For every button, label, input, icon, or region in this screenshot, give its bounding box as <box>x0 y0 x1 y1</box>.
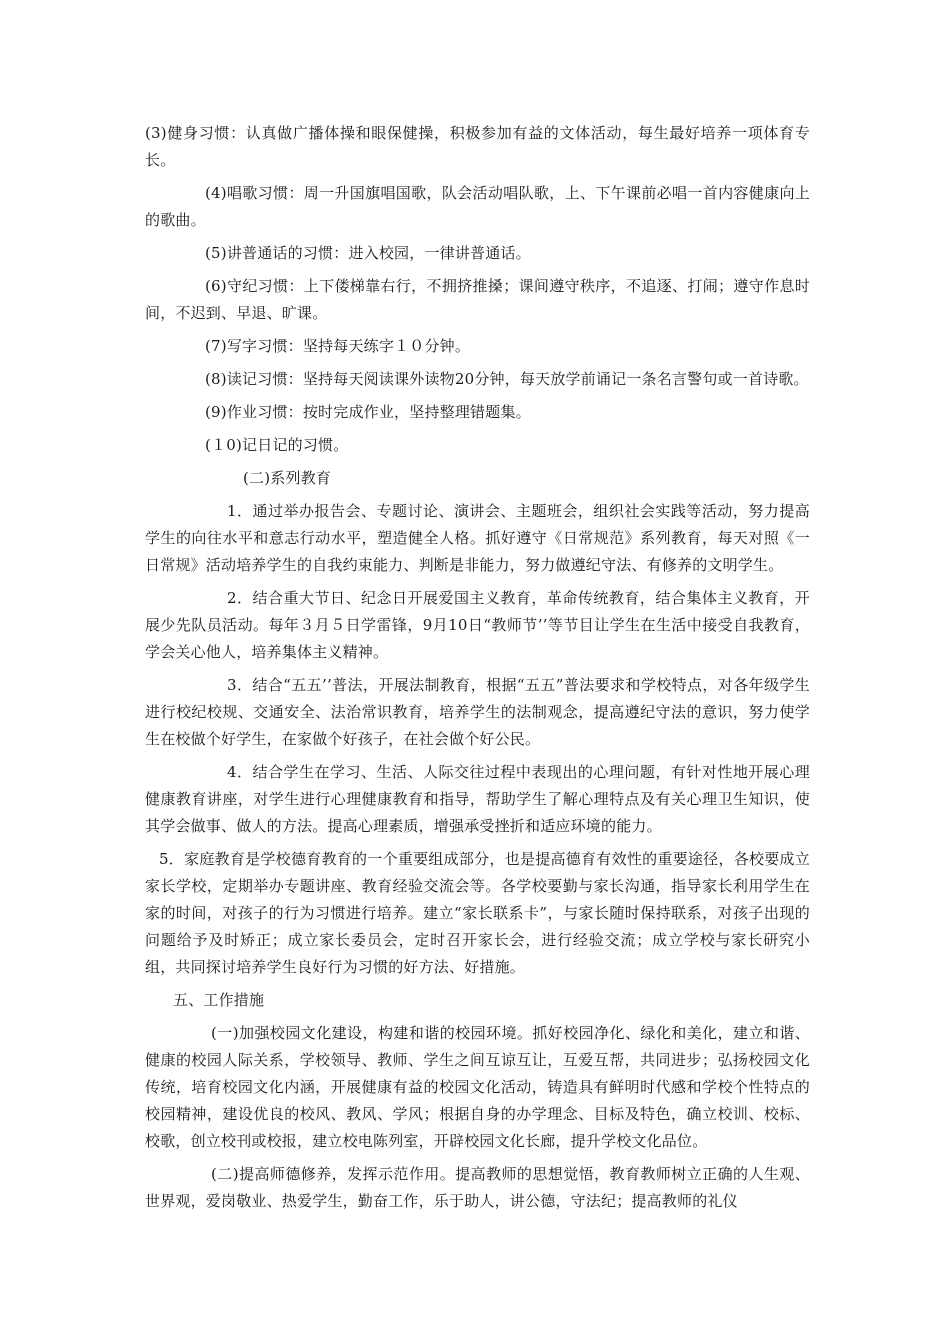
paragraph-diary-habit: (１0)记日记的习惯。 <box>205 436 349 454</box>
paragraph-reading-habit: (8)读记习惯：坚持每天阅读课外读物20分钟，每天放学前诵记一条名言警句或一首诗歌。 <box>205 370 809 388</box>
paragraph-series-item-5: 5．家庭教育是学校德育教育的一个重要组成部分，也是提高德育有效性的重要途径，各校要成立家长学校，定期举办专题讲座、教育经验交流会等。各学校要勤与家长沟通，指导家长利用学生在家的时间，对孩子的行为习惯进行培养。建立“家长联系卡”，与家长随时保持联系，对孩子出现的问题给予及时矫正；成立家长委员会，定时召开家长会，进行经验交流；成立学校与家长研究小组，共同探讨培养学生良好行为习惯的好方法、好措施。 <box>145 850 810 976</box>
paragraph-singing-habit: (4)唱歌习惯：周一升国旗唱国歌，队会活动唱队歌，上、下午课前必唱一首内容健康向上的歌曲。 <box>145 184 810 229</box>
section-heading-work-measures: 五、工作措施 <box>173 991 265 1009</box>
paragraph-measure-1: (一)加强校园文化建设，构建和谐的校园环境。抓好校园净化、绿化和美化，建立和谐、健康的校园人际关系，学校领导、教师、学生之间互谅互让，互爱互帮，共同进步；弘扬校园文化传统，培育校园文化内涵，开展健康有益的校园文化活动，铸造具有鲜明时代感和学校个性特点的校园精神，建设优良的校风、教风、学风；根据自身的办学理念、目标及特色，确立校训、校标、校歌，创立校刊或校报，建立校电陈列室，开辟校园文化长廊，提升学校文化品位。 <box>145 1024 810 1150</box>
paragraph-mandarin-habit: (5)讲普通话的习惯：进入校园，一律讲普通话。 <box>205 244 531 262</box>
paragraph-measure-2: (二)提高师德修养，发挥示范作用。提高教师的思想觉悟，教育教师树立正确的人生观、世界观，爱岗敬业、热爱学生，勤奋工作，乐于助人，讲公德，守法纪；提高教师的礼仪 <box>145 1165 810 1210</box>
paragraph-discipline-habit: (6)守纪习惯：上下偻梯靠右行，不拥挤推搡；课间遵守秩序，不追逐、打闹；遵守作息时间，不迟到、早退、旷课。 <box>145 277 810 322</box>
document-page <box>145 120 810 1215</box>
paragraph-homework-habit: (9)作业习惯：按时完成作业，坚持整理错题集。 <box>205 403 531 421</box>
paragraph-series-item-3: 3．结合“五五’’普法，开展法制教育，根据“五五”普法要求和学校特点，对各年级学生进行校纪校规、交通安全、法治常识教育，培养学生的法制观念，提高遵纪守法的意识，努力使学生在校做个好学生，在家做个好孩子，在社会做个好公民。 <box>145 676 810 748</box>
paragraph-series-item-4: 4．结合学生在学习、生活、人际交往过程中表现出的心理问题，有针对性地开展心理健康教育讲座，对学生进行心理健康教育和指导，帮助学生了解心理特点及有关心理卫生知识，使其学会做事、做人的方法。提高心理素质，增强承受挫折和适应环境的能力。 <box>145 763 810 835</box>
paragraph-series-item-2: 2．结合重大节日、纪念日开展爱国主义教育，革命传统教育，结合集体主义教育，开展少先队员活动。每年３月５日学雷锋，9月10日“教师节’’等节目让学生在生活中接受自我教育，学会关心他人，培养集体主义精神。 <box>145 589 810 661</box>
paragraph-series-item-1: 1．通过举办报告会、专题讨论、演讲会、主题班会，组织社会实践等活动，努力提高学生的向往水平和意志行动水平，塑造健全人格。抓好遵守《日常规范》系列教育，每天对照《一日常规》活动培养学生的自我约束能力、判断是非能力，努力做遵纪守法、有修养的文明学生。 <box>145 502 810 574</box>
section-heading-series-education: (二)系列教育 <box>243 469 332 487</box>
paragraph-writing-habit: (7)写字习惯：坚持每天练字１０分钟。 <box>205 337 471 355</box>
paragraph-fitness-habit: (3)健身习惯：认真做广播体操和眼保健操，积极参加有益的文体活动，每生最好培养一项体育专长。 <box>145 124 810 169</box>
